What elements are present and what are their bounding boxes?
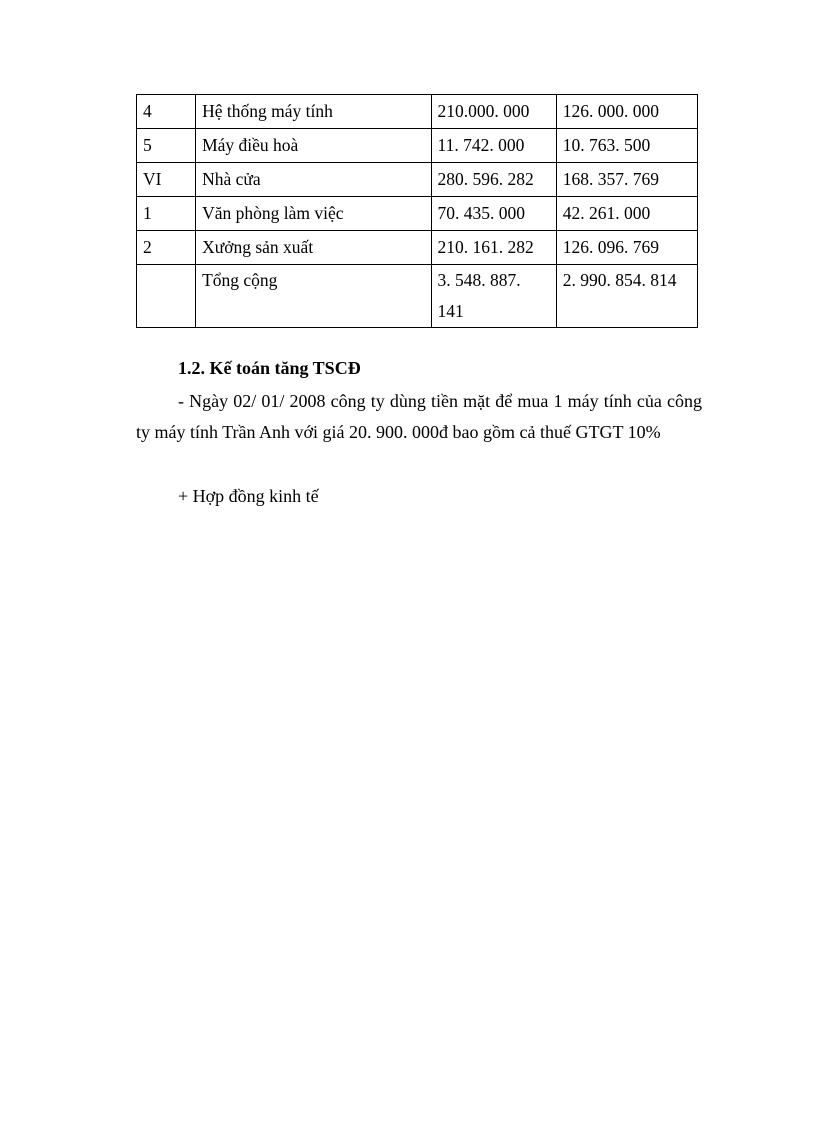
remaining-value: 168. 357. 769 <box>556 163 697 197</box>
remaining-value: 126. 096. 769 <box>556 231 697 265</box>
section-heading: 1.2. Kế toán tăng TSCĐ <box>178 358 361 378</box>
asset-name: Xưởng sản xuất <box>196 231 431 265</box>
row-number: 4 <box>137 95 196 129</box>
remaining-value: 126. 000. 000 <box>556 95 697 129</box>
list-item: + Hợp đồng kinh tế <box>178 486 319 506</box>
original-value: 210. 161. 282 <box>431 231 556 265</box>
table-row <box>137 231 698 265</box>
original-value: 70. 435. 000 <box>431 197 556 231</box>
asset-name: Nhà cửa <box>196 163 431 197</box>
row-number <box>137 265 196 328</box>
row-number: 1 <box>137 197 196 231</box>
total-remaining-value: 2. 990. 854. 814 <box>556 265 697 328</box>
original-value: 210.000. 000 <box>431 95 556 129</box>
original-value: 280. 596. 282 <box>431 163 556 197</box>
asset-name: Văn phòng làm việc <box>196 197 431 231</box>
asset-name: Hệ thống máy tính <box>196 95 431 129</box>
row-number: 5 <box>137 129 196 163</box>
table-row <box>137 197 698 231</box>
remaining-value: 10. 763. 500 <box>556 129 697 163</box>
remaining-value: 42. 261. 000 <box>556 197 697 231</box>
asset-name: Máy điều hoà <box>196 129 431 163</box>
row-number: VI <box>137 163 196 197</box>
row-number: 2 <box>137 231 196 265</box>
table-row <box>137 163 698 197</box>
total-label: Tổng cộng <box>196 265 431 328</box>
total-original-value: 3. 548. 887. 141 <box>431 265 556 328</box>
original-value: 11. 742. 000 <box>431 129 556 163</box>
fixed-asset-table <box>136 94 698 328</box>
body-paragraph: - Ngày 02/ 01/ 2008 công ty dùng tiền mặt để mua 1 máy tính của công ty máy tính Trần Anh với giá 20. 900. 000đ bao gồm cả thuế GTGT 10% <box>136 391 702 442</box>
table-total-row <box>137 265 698 328</box>
table-row <box>137 95 698 129</box>
table-row <box>137 129 698 163</box>
